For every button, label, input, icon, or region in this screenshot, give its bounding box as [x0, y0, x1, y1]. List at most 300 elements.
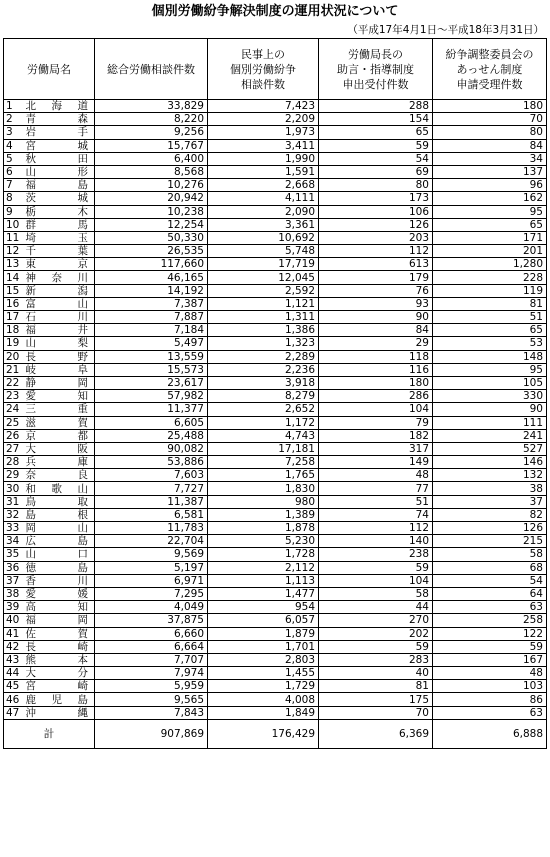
row-number: 18	[4, 324, 23, 337]
advice-request-count: 203	[319, 231, 433, 244]
office-name: 香川	[23, 574, 95, 587]
total-consult-count: 25,488	[95, 429, 208, 442]
table-row	[4, 179, 547, 192]
header-civil-line: 相談件数	[241, 77, 285, 91]
row-number: 15	[4, 284, 23, 297]
total-consult-count: 26,535	[95, 245, 208, 258]
table-row	[4, 324, 547, 337]
civil-consult-count: 3,411	[208, 139, 319, 152]
total-consult-count: 13,559	[95, 350, 208, 363]
office-name: 鹿児島	[23, 693, 95, 706]
header-civil	[208, 39, 319, 100]
office-name: 鳥取	[23, 495, 95, 508]
table-row	[4, 376, 547, 389]
table-row	[4, 363, 547, 376]
advice-request-count: 126	[319, 218, 433, 231]
advice-request-count: 317	[319, 442, 433, 455]
office-name: 新潟	[23, 284, 95, 297]
office-name: 山口	[23, 548, 95, 561]
mediation-request-count: 201	[433, 245, 547, 258]
office-name: 茨城	[23, 192, 95, 205]
table-row	[4, 627, 547, 640]
row-number: 45	[4, 680, 23, 693]
row-number: 46	[4, 693, 23, 706]
mediation-request-count: 119	[433, 284, 547, 297]
advice-request-count: 74	[319, 508, 433, 521]
total-consult-count: 11,377	[95, 403, 208, 416]
header-civil-line: 民事上の	[241, 47, 285, 61]
office-name: 奈良	[23, 469, 95, 482]
header-advice-line: 労働局長の	[348, 47, 403, 61]
advice-request-count: 112	[319, 245, 433, 258]
advice-request-count: 238	[319, 548, 433, 561]
office-name: 福島	[23, 179, 95, 192]
row-number: 22	[4, 376, 23, 389]
office-name: 高知	[23, 601, 95, 614]
total-row	[4, 719, 547, 748]
civil-consult-count: 12,045	[208, 271, 319, 284]
table-row	[4, 113, 547, 126]
civil-consult-count: 1,386	[208, 324, 319, 337]
civil-consult-count: 10,692	[208, 231, 319, 244]
total-consult-count: 6,581	[95, 508, 208, 521]
total-consult-sum: 907,869	[95, 719, 208, 748]
row-number: 29	[4, 469, 23, 482]
total-consult-count: 4,049	[95, 601, 208, 614]
advice-request-count: 112	[319, 522, 433, 535]
mediation-request-count: 86	[433, 693, 547, 706]
advice-request-count: 140	[319, 535, 433, 548]
office-name: 岡山	[23, 522, 95, 535]
row-number: 42	[4, 640, 23, 653]
table-row	[4, 205, 547, 218]
civil-consult-count: 4,008	[208, 693, 319, 706]
advice-request-count: 70	[319, 706, 433, 719]
advice-request-count: 76	[319, 284, 433, 297]
advice-request-count: 58	[319, 587, 433, 600]
total-consult-count: 7,887	[95, 311, 208, 324]
total-consult-count: 7,184	[95, 324, 208, 337]
statistics-table	[3, 38, 547, 749]
mediation-request-count: 103	[433, 680, 547, 693]
row-number: 39	[4, 601, 23, 614]
total-consult-count: 6,605	[95, 416, 208, 429]
civil-consult-count: 2,289	[208, 350, 319, 363]
total-consult-count: 7,707	[95, 653, 208, 666]
table-row	[4, 311, 547, 324]
mediation-request-count: 70	[433, 113, 547, 126]
mediation-request-count: 90	[433, 403, 547, 416]
row-number: 3	[4, 126, 23, 139]
row-number: 1	[4, 100, 23, 113]
mediation-request-count: 58	[433, 548, 547, 561]
office-name: 長野	[23, 350, 95, 363]
row-number: 32	[4, 508, 23, 521]
civil-consult-count: 954	[208, 601, 319, 614]
mediation-request-count: 34	[433, 152, 547, 165]
total-consult-count: 8,568	[95, 165, 208, 178]
advice-request-count: 77	[319, 482, 433, 495]
civil-consult-count: 5,230	[208, 535, 319, 548]
mediation-request-count: 228	[433, 271, 547, 284]
total-consult-count: 7,727	[95, 482, 208, 495]
total-mediation-sum: 6,888	[433, 719, 547, 748]
total-consult-count: 10,238	[95, 205, 208, 218]
civil-consult-count: 4,111	[208, 192, 319, 205]
row-number: 27	[4, 442, 23, 455]
total-consult-count: 14,192	[95, 284, 208, 297]
header-total-consult: 総合労働相談件数	[95, 39, 208, 100]
table-row	[4, 706, 547, 719]
table-row	[4, 192, 547, 205]
total-consult-count: 22,704	[95, 535, 208, 548]
civil-consult-count: 2,090	[208, 205, 319, 218]
total-consult-count: 7,295	[95, 587, 208, 600]
office-name: 岐阜	[23, 363, 95, 376]
office-name: 東京	[23, 258, 95, 271]
row-number: 25	[4, 416, 23, 429]
mediation-request-count: 82	[433, 508, 547, 521]
advice-request-count: 173	[319, 192, 433, 205]
header-mediation-line: あっせん制度	[456, 62, 523, 76]
table-row	[4, 469, 547, 482]
office-name: 大分	[23, 667, 95, 680]
mediation-request-count: 63	[433, 706, 547, 719]
header-advice-line: 助言・指導制度	[337, 62, 414, 76]
page-title: 個別労働紛争解決制度の運用状況について	[151, 4, 399, 19]
office-name: 福井	[23, 324, 95, 337]
office-name: 愛媛	[23, 587, 95, 600]
header-mediation-line: 紛争調整委員会の	[445, 47, 534, 61]
advice-request-count: 106	[319, 205, 433, 218]
total-consult-count: 7,387	[95, 297, 208, 310]
advice-request-count: 81	[319, 680, 433, 693]
table-row	[4, 231, 547, 244]
table-row	[4, 508, 547, 521]
mediation-request-count: 146	[433, 456, 547, 469]
total-consult-count: 15,767	[95, 139, 208, 152]
mediation-request-count: 215	[433, 535, 547, 548]
office-name: 群馬	[23, 218, 95, 231]
mediation-request-count: 37	[433, 495, 547, 508]
civil-consult-count: 2,652	[208, 403, 319, 416]
advice-request-count: 118	[319, 350, 433, 363]
row-number: 9	[4, 205, 23, 218]
mediation-request-count: 180	[433, 100, 547, 113]
table-row	[4, 126, 547, 139]
row-number: 40	[4, 614, 23, 627]
office-name: 長崎	[23, 640, 95, 653]
advice-request-count: 80	[319, 179, 433, 192]
civil-consult-count: 1,878	[208, 522, 319, 535]
total-consult-count: 33,829	[95, 100, 208, 113]
advice-request-count: 40	[319, 667, 433, 680]
office-name: 富山	[23, 297, 95, 310]
row-number: 47	[4, 706, 23, 719]
office-name: 沖縄	[23, 706, 95, 719]
mediation-request-count: 258	[433, 614, 547, 627]
office-name: 熊本	[23, 653, 95, 666]
mediation-request-count: 53	[433, 337, 547, 350]
office-name: 佐賀	[23, 627, 95, 640]
civil-consult-count: 1,113	[208, 574, 319, 587]
table-row	[4, 152, 547, 165]
office-name: 三重	[23, 403, 95, 416]
mediation-request-count: 105	[433, 376, 547, 389]
civil-consult-count: 7,423	[208, 100, 319, 113]
advice-request-count: 180	[319, 376, 433, 389]
advice-request-count: 149	[319, 456, 433, 469]
table-row	[4, 442, 547, 455]
mediation-request-count: 48	[433, 667, 547, 680]
total-consult-count: 37,875	[95, 614, 208, 627]
table-row	[4, 271, 547, 284]
table-row	[4, 482, 547, 495]
total-consult-count: 9,256	[95, 126, 208, 139]
total-consult-count: 6,664	[95, 640, 208, 653]
civil-consult-count: 1,389	[208, 508, 319, 521]
row-number: 26	[4, 429, 23, 442]
mediation-request-count: 38	[433, 482, 547, 495]
header-advice	[319, 39, 433, 100]
mediation-request-count: 148	[433, 350, 547, 363]
row-number: 28	[4, 456, 23, 469]
civil-consult-count: 7,258	[208, 456, 319, 469]
row-number: 12	[4, 245, 23, 258]
civil-consult-count: 8,279	[208, 390, 319, 403]
mediation-request-count: 81	[433, 297, 547, 310]
mediation-request-count: 527	[433, 442, 547, 455]
mediation-request-count: 54	[433, 574, 547, 587]
advice-request-count: 175	[319, 693, 433, 706]
row-number: 8	[4, 192, 23, 205]
advice-request-count: 79	[319, 416, 433, 429]
total-consult-count: 5,959	[95, 680, 208, 693]
row-number: 37	[4, 574, 23, 587]
row-number: 2	[4, 113, 23, 126]
office-name: 北海道	[23, 100, 95, 113]
office-name: 京都	[23, 429, 95, 442]
mediation-request-count: 132	[433, 469, 547, 482]
mediation-request-count: 51	[433, 311, 547, 324]
total-consult-count: 57,982	[95, 390, 208, 403]
office-name: 静岡	[23, 376, 95, 389]
mediation-request-count: 95	[433, 363, 547, 376]
table-row	[4, 495, 547, 508]
row-number: 19	[4, 337, 23, 350]
office-name: 千葉	[23, 245, 95, 258]
advice-request-count: 59	[319, 561, 433, 574]
office-name: 大阪	[23, 442, 95, 455]
civil-consult-count: 1,990	[208, 152, 319, 165]
civil-consult-count: 17,181	[208, 442, 319, 455]
advice-request-count: 51	[319, 495, 433, 508]
row-number: 34	[4, 535, 23, 548]
row-number: 17	[4, 311, 23, 324]
office-name: 滋賀	[23, 416, 95, 429]
advice-request-count: 54	[319, 152, 433, 165]
advice-request-count: 286	[319, 390, 433, 403]
total-advice-sum: 6,369	[319, 719, 433, 748]
table-row	[4, 337, 547, 350]
total-consult-count: 11,387	[95, 495, 208, 508]
table-row	[4, 653, 547, 666]
mediation-request-count: 1,280	[433, 258, 547, 271]
civil-consult-count: 980	[208, 495, 319, 508]
civil-consult-count: 1,729	[208, 680, 319, 693]
office-name: 兵庫	[23, 456, 95, 469]
table-row	[4, 614, 547, 627]
row-number: 43	[4, 653, 23, 666]
mediation-request-count: 162	[433, 192, 547, 205]
total-consult-count: 53,886	[95, 456, 208, 469]
table-row	[4, 297, 547, 310]
civil-consult-count: 2,592	[208, 284, 319, 297]
civil-consult-count: 1,172	[208, 416, 319, 429]
civil-consult-count: 1,830	[208, 482, 319, 495]
period-note: （平成17年4月1日～平成18年3月31日）	[347, 24, 544, 36]
office-name: 神奈川	[23, 271, 95, 284]
table-row	[4, 258, 547, 271]
row-number: 10	[4, 218, 23, 231]
civil-consult-count: 2,668	[208, 179, 319, 192]
office-name: 徳島	[23, 561, 95, 574]
mediation-request-count: 122	[433, 627, 547, 640]
row-number: 44	[4, 667, 23, 680]
total-consult-count: 46,165	[95, 271, 208, 284]
table-row	[4, 245, 547, 258]
mediation-request-count: 167	[433, 653, 547, 666]
row-number: 35	[4, 548, 23, 561]
total-consult-count: 9,565	[95, 693, 208, 706]
table-row	[4, 680, 547, 693]
advice-request-count: 48	[319, 469, 433, 482]
advice-request-count: 29	[319, 337, 433, 350]
office-name: 青森	[23, 113, 95, 126]
table-row	[4, 390, 547, 403]
civil-consult-count: 1,477	[208, 587, 319, 600]
row-number: 14	[4, 271, 23, 284]
total-consult-count: 90,082	[95, 442, 208, 455]
advice-request-count: 65	[319, 126, 433, 139]
mediation-request-count: 111	[433, 416, 547, 429]
advice-request-count: 202	[319, 627, 433, 640]
advice-request-count: 182	[319, 429, 433, 442]
office-name: 和歌山	[23, 482, 95, 495]
mediation-request-count: 80	[433, 126, 547, 139]
table-row	[4, 100, 547, 113]
office-name: 宮城	[23, 139, 95, 152]
total-consult-count: 7,843	[95, 706, 208, 719]
row-number: 33	[4, 522, 23, 535]
civil-consult-count: 1,311	[208, 311, 319, 324]
advice-request-count: 84	[319, 324, 433, 337]
mediation-request-count: 59	[433, 640, 547, 653]
row-number: 38	[4, 587, 23, 600]
advice-request-count: 613	[319, 258, 433, 271]
table-row	[4, 693, 547, 706]
table-row	[4, 640, 547, 653]
table-row	[4, 548, 547, 561]
table-row	[4, 429, 547, 442]
total-civil-sum: 176,429	[208, 719, 319, 748]
advice-request-count: 104	[319, 403, 433, 416]
total-consult-count: 11,783	[95, 522, 208, 535]
mediation-request-count: 171	[433, 231, 547, 244]
row-number: 41	[4, 627, 23, 640]
mediation-request-count: 330	[433, 390, 547, 403]
advice-request-count: 104	[319, 574, 433, 587]
row-number: 30	[4, 482, 23, 495]
mediation-request-count: 63	[433, 601, 547, 614]
advice-request-count: 179	[319, 271, 433, 284]
civil-consult-count: 1,849	[208, 706, 319, 719]
row-number: 7	[4, 179, 23, 192]
civil-consult-count: 2,112	[208, 561, 319, 574]
advice-request-count: 59	[319, 139, 433, 152]
total-consult-count: 7,974	[95, 667, 208, 680]
office-name: 福岡	[23, 614, 95, 627]
total-consult-count: 6,971	[95, 574, 208, 587]
total-consult-count: 9,569	[95, 548, 208, 561]
office-name: 栃木	[23, 205, 95, 218]
advice-request-count: 283	[319, 653, 433, 666]
mediation-request-count: 64	[433, 587, 547, 600]
row-number: 31	[4, 495, 23, 508]
civil-consult-count: 1,879	[208, 627, 319, 640]
table-body	[4, 100, 547, 720]
office-name: 島根	[23, 508, 95, 521]
mediation-request-count: 65	[433, 324, 547, 337]
table-row	[4, 574, 547, 587]
advice-request-count: 116	[319, 363, 433, 376]
total-consult-count: 50,330	[95, 231, 208, 244]
row-number: 11	[4, 231, 23, 244]
civil-consult-count: 3,918	[208, 376, 319, 389]
total-consult-count: 23,617	[95, 376, 208, 389]
civil-consult-count: 1,323	[208, 337, 319, 350]
office-name: 石川	[23, 311, 95, 324]
civil-consult-count: 6,057	[208, 614, 319, 627]
header-office: 労働局名	[4, 39, 95, 100]
mediation-request-count: 137	[433, 165, 547, 178]
civil-consult-count: 1,591	[208, 165, 319, 178]
mediation-request-count: 68	[433, 561, 547, 574]
table-row	[4, 284, 547, 297]
civil-consult-count: 1,701	[208, 640, 319, 653]
mediation-request-count: 96	[433, 179, 547, 192]
table-row	[4, 535, 547, 548]
row-number: 21	[4, 363, 23, 376]
mediation-request-count: 126	[433, 522, 547, 535]
civil-consult-count: 3,361	[208, 218, 319, 231]
row-number: 5	[4, 152, 23, 165]
total-consult-count: 10,276	[95, 179, 208, 192]
advice-request-count: 288	[319, 100, 433, 113]
table-row	[4, 416, 547, 429]
table-row	[4, 165, 547, 178]
header-mediation	[433, 39, 547, 100]
civil-consult-count: 1,765	[208, 469, 319, 482]
total-consult-count: 20,942	[95, 192, 208, 205]
office-name: 岩手	[23, 126, 95, 139]
row-number: 13	[4, 258, 23, 271]
header-civil-line: 個別労働紛争	[230, 62, 296, 76]
table-row	[4, 601, 547, 614]
civil-consult-count: 2,803	[208, 653, 319, 666]
row-number: 36	[4, 561, 23, 574]
civil-consult-count: 1,973	[208, 126, 319, 139]
